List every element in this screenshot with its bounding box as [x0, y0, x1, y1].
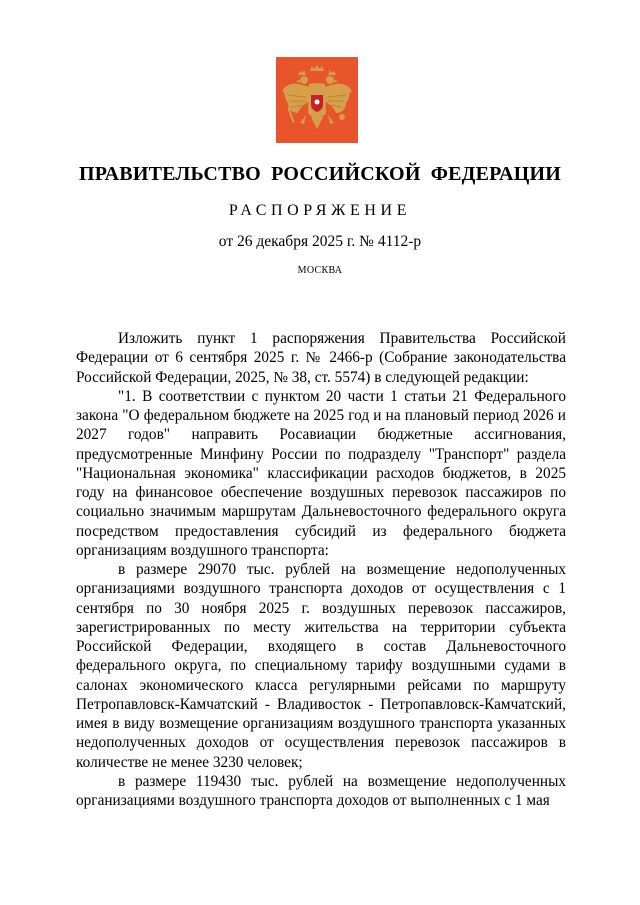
body-paragraph: в размере 119430 тыс. рублей на возмещение недополученных организациями воздушного транспорта доходов от выполненных с 1 мая	[76, 772, 566, 809]
body-paragraph: "1. В соответствии с пунктом 20 части 1 статьи 21 Федерального закона "О федеральном бюджете на 2025 год и на плановый период 2026 и 2027 годов" направить Росавиации бюджетные ассигнования, предусмотренные Минфину России по подразделу "Транспорт" раздела "Национальная экономика" классификации расходов бюджетов, в 2025 году на финансовое обеспечение воздушных перевозок пассажиров по социально значимым маршрутам Дальневосточного федерального округа посредством предоставления субсидий из федерального бюджета организациям воздушного транспорта:	[76, 387, 566, 559]
document-city: МОСКВА	[297, 265, 343, 276]
body-paragraph: в размере 29070 тыс. рублей на возмещение недополученных организациями воздушного транспорта доходов от осуществления с 1 сентября по 30 ноября 2025 г. воздушных перевозок пассажиров, зарегистрированных по месту жительства на территории субъекта Российской Федерации, входящего в состав Дальневосточного федерального округа, по специальному тарифу воздушными судами в салонах экономического класса регулярными рейсами по маршруту Петропавловск-Камчатский - Владивосток - Петропавловск-Камчатский, имея в виду возмещение организациям воздушного транспорта указанных недополученных доходов от осуществления перевозок пассажиров в количестве не менее 3230 человек;	[76, 561, 566, 771]
russian-coat-of-arms-icon	[276, 57, 358, 143]
government-title: ПРАВИТЕЛЬСТВО РОССИЙСКОЙ ФЕДЕРАЦИИ	[79, 163, 561, 185]
body-paragraph: Изложить пункт 1 распоряжения Правительства Российской Федерации от 6 сентября 2025 г. № 2466-р (Собрание законодательства Российской Федерации, 2025, № 38, ст. 5574) в следующей редакции:	[76, 330, 566, 386]
document-date-number: от 26 декабря 2025 г. № 4112-р	[218, 233, 422, 250]
document-body	[76, 329, 566, 810]
document-type: РАСПОРЯЖЕНИЕ	[228, 202, 412, 219]
